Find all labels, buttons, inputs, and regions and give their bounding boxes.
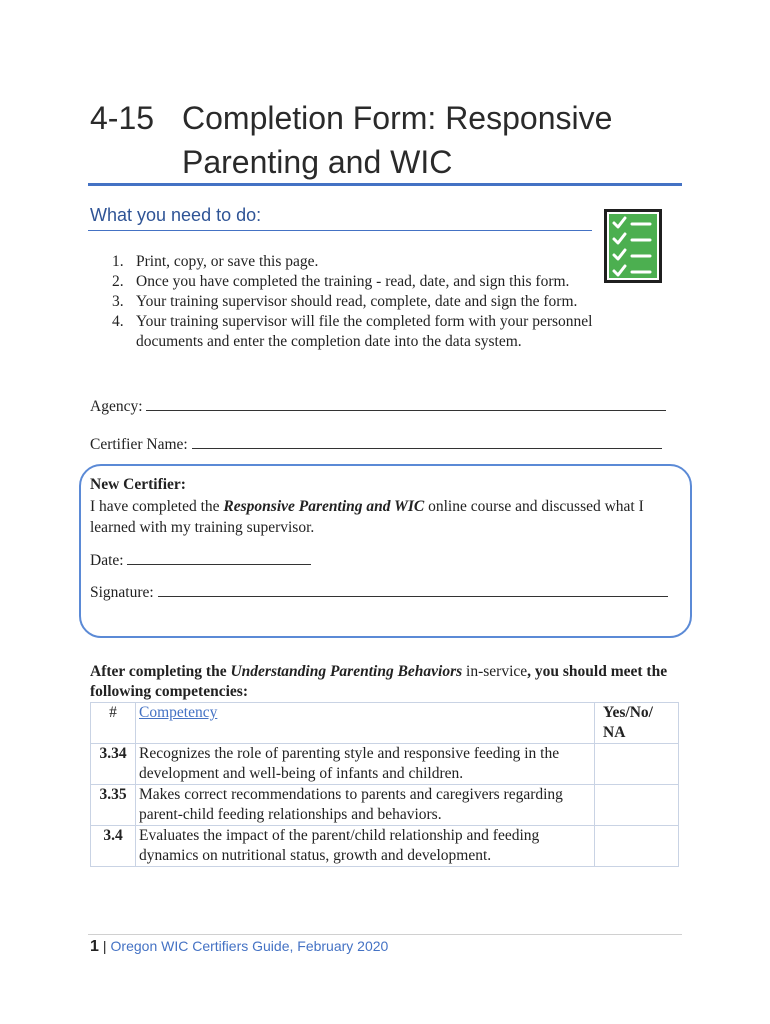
course-name: Responsive Parenting and WIC bbox=[223, 498, 425, 515]
competency-table bbox=[90, 702, 679, 867]
instruction-list bbox=[90, 252, 650, 352]
header-answer: Yes/No/ NA bbox=[595, 703, 679, 744]
signature-label: Signature: bbox=[90, 584, 154, 601]
footer-divider bbox=[88, 934, 682, 935]
section-title: Completion Form: Responsive Parenting and WIC bbox=[182, 100, 613, 180]
list-item: 3. Your training supervisor should read, complete, date and sign the form. bbox=[112, 293, 578, 310]
answer-cell[interactable] bbox=[595, 744, 679, 785]
competency-number: 3.4 bbox=[91, 826, 136, 867]
competency-text: Recognizes the role of parenting style and responsive feeding in the development and well-being of infants and children. bbox=[136, 744, 595, 785]
competency-intro: After completing the Understanding Parenting Behaviors in-service, you should meet the following competencies: bbox=[90, 663, 668, 700]
guide-title: Oregon WIC Certifiers Guide, February 2020 bbox=[110, 938, 389, 954]
competency-text: Evaluates the impact of the parent/child relationship and feeding dynamics on nutritional status, growth and development. bbox=[136, 826, 595, 867]
date-field[interactable] bbox=[90, 550, 311, 570]
page-number: 1 bbox=[90, 938, 99, 955]
certifier-name-label: Certifier Name: bbox=[90, 436, 188, 453]
instructions-divider bbox=[88, 230, 592, 231]
agency-field[interactable] bbox=[90, 396, 666, 416]
new-certifier-statement: I have completed the Responsive Parenting and WIC online course and discussed what I learned with my training supervisor. bbox=[90, 498, 644, 536]
footer-separator: | bbox=[102, 938, 107, 954]
table-row bbox=[91, 785, 679, 826]
date-line[interactable] bbox=[127, 550, 311, 565]
in-service-name: Understanding Parenting Behaviors bbox=[230, 663, 463, 680]
list-item: 1. Print, copy, or save this page. bbox=[112, 253, 319, 270]
instructions-heading: What you need to do: bbox=[90, 205, 262, 225]
answer-cell[interactable] bbox=[595, 826, 679, 867]
list-item: 4. Your training supervisor will file the completed form with your personnel documents and enter the completion date into the data system. bbox=[112, 313, 593, 350]
date-label: Date: bbox=[90, 552, 124, 569]
list-item: 2. Once you have completed the training - read, date, and sign this form. bbox=[112, 273, 570, 290]
competency-text: Makes correct recommendations to parents and caregivers regarding parent-child feeding relationships and behaviors. bbox=[136, 785, 595, 826]
header-number: # bbox=[91, 703, 136, 744]
table-header-row bbox=[91, 703, 679, 744]
new-certifier-heading: New Certifier: bbox=[90, 476, 186, 493]
signature-field[interactable] bbox=[90, 582, 668, 602]
competency-number: 3.34 bbox=[91, 744, 136, 785]
agency-label: Agency: bbox=[90, 398, 143, 415]
title-divider bbox=[88, 183, 682, 186]
competency-number: 3.35 bbox=[91, 785, 136, 826]
signature-line[interactable] bbox=[158, 582, 668, 597]
certifier-name-field[interactable] bbox=[90, 434, 662, 454]
certifier-name-line[interactable] bbox=[192, 434, 662, 449]
answer-cell[interactable] bbox=[595, 785, 679, 826]
table-row bbox=[91, 826, 679, 867]
table-row bbox=[91, 744, 679, 785]
header-competency: Competency bbox=[136, 703, 595, 744]
agency-line[interactable] bbox=[146, 396, 666, 411]
page-footer bbox=[90, 938, 388, 956]
section-number: 4-15 bbox=[90, 100, 155, 136]
